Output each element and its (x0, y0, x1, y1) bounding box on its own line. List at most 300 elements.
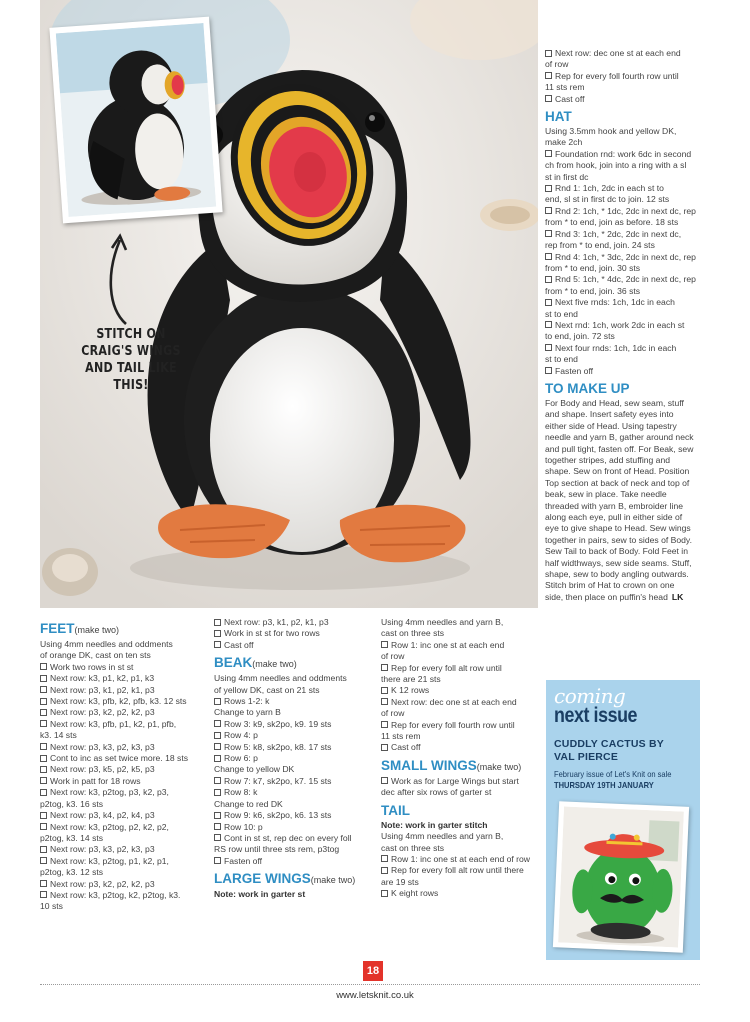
checklist-row (545, 343, 703, 354)
instruction-text: Next row: p3, k1, p2, k1, p3 (224, 617, 329, 627)
instruction-line (381, 877, 541, 888)
checklist-row (214, 742, 374, 753)
instructions-column-feet (40, 617, 206, 913)
instruction-line (545, 455, 703, 466)
instruction-line (381, 651, 541, 662)
checklist-row (381, 697, 541, 708)
checkbox-icon[interactable] (214, 834, 221, 841)
section-heading (381, 803, 541, 819)
instruction-text: Top section at back of neck and top of (545, 477, 690, 488)
instruction-line (40, 799, 206, 810)
section-heading (545, 381, 703, 397)
instruction-text: Using 4mm needles and oddments (40, 639, 173, 649)
instruction-line (545, 82, 703, 93)
instruction-text: Next four rnds: 1ch, 1dc in each (555, 342, 677, 353)
checklist-row (214, 640, 374, 651)
instruction-text: Row 3: k9, sk2po, k9. 19 sts (224, 718, 332, 729)
instruction-text: 11 sts rem (545, 82, 585, 93)
pattern-note: Note: work in garter stitch (381, 819, 488, 830)
checklist-row (40, 673, 206, 684)
instruction-line (545, 263, 703, 274)
instruction-line (545, 489, 703, 500)
checkbox-icon[interactable] (40, 755, 47, 762)
instruction-line (214, 685, 374, 696)
checkbox-icon[interactable] (214, 823, 221, 830)
instruction-text: ch from hook, join into a ring with a sl (545, 160, 687, 171)
checkbox-icon[interactable] (545, 95, 552, 102)
instruction-text: p2tog, k3. 12 sts (40, 867, 104, 878)
instruction-text: Next row: p3, k2, p2, k2, p3 (50, 707, 155, 718)
next-issue-pattern-name: CUDDLY CACTUS BY (554, 738, 664, 750)
instruction-text: Row 7: k7, sk2po, k7. 15 sts (224, 775, 332, 786)
checklist-row (545, 297, 703, 308)
checkbox-icon[interactable] (381, 890, 388, 897)
checkbox-icon[interactable] (545, 344, 552, 351)
instruction-text: Rep for every foll alt row until there (391, 865, 524, 876)
instruction-line (545, 409, 703, 420)
section-heading-qualifier: (make two) (252, 659, 297, 670)
instruction-text: eye to give shape to Head. Sew wings (545, 523, 691, 534)
instruction-line (545, 558, 703, 569)
checkbox-icon[interactable] (40, 663, 47, 670)
checklist-row (40, 696, 206, 707)
instruction-line (545, 580, 703, 591)
checklist-row (214, 628, 374, 639)
checkbox-icon[interactable] (40, 743, 47, 750)
instruction-line (545, 398, 703, 409)
checklist-row (545, 274, 703, 285)
instruction-text: together in pairs, sew to sides of Body. (545, 534, 692, 545)
instruction-text: threaded with yarn B, embroider line (545, 500, 684, 511)
checkbox-icon[interactable] (214, 743, 221, 750)
cactus-illustration (558, 806, 684, 947)
checkbox-icon[interactable] (40, 880, 47, 887)
checklist-row (214, 730, 374, 741)
instruction-text: side, then place on puffin's head (545, 591, 668, 602)
checklist-row (381, 776, 541, 787)
instruction-text: needle and yarn B, gather around neck (545, 432, 694, 443)
page-number: 18 (363, 961, 383, 981)
instruction-text: cast on three sts (381, 628, 445, 639)
instruction-text: Using 4mm needles and yarn B, (381, 617, 504, 627)
instruction-line (545, 354, 703, 365)
instruction-line (545, 501, 703, 512)
pattern-note: Note: work in garter st (214, 889, 306, 900)
section-heading-qualifier: (make two) (476, 761, 522, 772)
instruction-text: half widthways, sew side seams. Stuff, (545, 557, 692, 568)
checklist-row (381, 685, 541, 696)
checklist-row (40, 685, 206, 696)
stitch-note (81, 326, 181, 394)
checkbox-icon[interactable] (381, 664, 388, 671)
instruction-text: Work two rows in st st (50, 661, 134, 672)
instruction-text: and pull tight, fasten off. For Beak, sew (545, 443, 694, 454)
instruction-line (545, 160, 703, 171)
instruction-text: st in first dc (545, 171, 589, 182)
checkbox-icon[interactable] (545, 299, 552, 306)
instruction-line (214, 764, 374, 775)
instruction-text: make 2ch (545, 137, 583, 148)
instruction-text: Next row: k3, p1, k2, p1, k3 (50, 673, 155, 684)
checklist-row (381, 720, 541, 731)
instruction-line (545, 59, 703, 70)
instruction-line (214, 799, 374, 810)
instruction-text: Next row: k3, pfb, p1, k2, p1, pfb, (50, 718, 177, 729)
checkbox-icon[interactable] (381, 698, 388, 705)
instruction-text: 10 sts (40, 901, 63, 912)
checklist-row (545, 48, 703, 59)
next-issue-coming: coming (554, 684, 626, 708)
section-heading-text: TO MAKE UP (545, 380, 630, 396)
checklist-row (40, 879, 206, 890)
instruction-line (214, 707, 374, 718)
instruction-text: from * to end, join. 36 sts (545, 285, 641, 296)
instruction-text: st to end (545, 308, 578, 319)
checklist-row (545, 183, 703, 194)
instruction-text: RS row until three sts rem, p3tog (214, 844, 340, 855)
instruction-line (545, 432, 703, 443)
checkbox-icon[interactable] (40, 812, 47, 819)
checkbox-icon[interactable] (545, 253, 552, 260)
instruction-text: K 12 rows (391, 685, 430, 696)
instruction-text: Cont to inc as set twice more. 18 sts (50, 753, 189, 764)
checklist-row (214, 822, 374, 833)
instruction-text: Cont in st st, rep dec on every foll (224, 832, 352, 843)
instruction-text: Work in st st for two rows (224, 628, 320, 639)
next-issue-box (546, 680, 700, 960)
instruction-text: Work in patt for 18 rows (50, 775, 141, 786)
instruction-text: of row (381, 708, 405, 719)
instruction-text: Next row: k3, p2tog, p1, k2, p1, (50, 855, 169, 866)
checklist-row (40, 856, 206, 867)
inset-photo (49, 17, 222, 224)
checkbox-icon[interactable] (40, 720, 47, 727)
checkbox-icon[interactable] (40, 709, 47, 716)
checklist-row (545, 149, 703, 160)
instruction-text: Next row: p3, k3, p2, k3, p3 (50, 844, 155, 855)
checklist-row (545, 94, 703, 105)
instruction-text: Change to yellow DK (214, 764, 295, 775)
instruction-text: Rep for every foll alt row until (391, 662, 502, 673)
instruction-text: along each eye, pull in either side of (545, 512, 683, 523)
checkbox-icon[interactable] (545, 207, 552, 214)
instruction-text: Row 10: p (224, 821, 263, 832)
checkbox-icon[interactable] (545, 50, 552, 57)
instruction-line (40, 833, 206, 844)
section-heading-qualifier: (make two) (310, 875, 356, 886)
checkbox-icon[interactable] (214, 698, 221, 705)
instruction-text: Next row: k3, p2tog, p2, k2, p2, (50, 821, 169, 832)
puffin-side-view (56, 23, 216, 217)
stitch-note-line: CRAIG'S WINGS (81, 343, 181, 359)
instruction-text: are 19 sts (381, 876, 419, 887)
instruction-line (381, 787, 541, 798)
checklist-row (214, 856, 374, 867)
section-heading-text: BEAK (214, 655, 253, 671)
instruction-text: Next rnd: 1ch, work 2dc in each st (555, 319, 685, 330)
section-heading-text: FEET (40, 621, 75, 636)
checkbox-icon[interactable] (40, 686, 47, 693)
instruction-text: Rnd 5: 1ch, * 4dc, 2dc in next dc, rep (555, 274, 696, 285)
instruction-text: Change to red DK (214, 798, 283, 809)
designer-initials: LK (671, 591, 684, 602)
instruction-text: Row 1: inc one st at each end of row (391, 853, 531, 864)
instruction-text: Row 4: p (224, 730, 258, 741)
checkbox-icon[interactable] (214, 630, 221, 637)
instruction-line (545, 466, 703, 477)
instruction-line (545, 546, 703, 557)
instruction-text: Cast off (224, 639, 254, 650)
instruction-line (545, 126, 703, 137)
instruction-text: For Body and Head, sew seam, stuff (545, 397, 684, 408)
instruction-text: to end, join. 72 sts (545, 331, 615, 342)
checklist-row (40, 753, 206, 764)
instruction-line (40, 650, 206, 661)
instruction-text: Rep for every foll fourth row until (391, 719, 515, 730)
checklist-row (545, 320, 703, 331)
checkbox-icon[interactable] (545, 321, 552, 328)
instruction-text: beak, sew in place. Take needle (545, 489, 667, 500)
instruction-text: Row 8: k (224, 787, 258, 798)
instruction-line (40, 867, 206, 878)
puffin-photo (40, 0, 538, 608)
instruction-line (214, 844, 374, 855)
checkbox-icon[interactable] (214, 789, 221, 796)
instruction-text: together stripes, add stuffing and (545, 455, 671, 465)
instruction-text: Next row: p3, k1, p2, k1, p3 (50, 684, 155, 695)
instruction-text: Next row: k3, p2tog, k2, p2tog, k3. (50, 889, 181, 900)
instruction-text: dec after six rows of garter st (381, 787, 492, 798)
instruction-text: Next row: p3, k5, p2, k5, p3 (50, 764, 155, 775)
checkbox-icon[interactable] (214, 857, 221, 864)
instruction-text: Row 1: inc one st at each end (391, 639, 505, 650)
next-issue-designer: VAL PIERCE (554, 751, 619, 763)
checkbox-icon[interactable] (214, 777, 221, 784)
instruction-line (545, 478, 703, 489)
instruction-text: Row 6: p (224, 753, 258, 764)
instruction-text: Next row: p3, k2, p2, k2, p3 (50, 878, 155, 889)
checklist-row (381, 865, 541, 876)
checklist-row (545, 71, 703, 82)
instruction-text: Rnd 3: 1ch, * 2dc, 2dc in next dc, (555, 228, 682, 239)
checkbox-icon[interactable] (40, 846, 47, 853)
instruction-line (545, 569, 703, 580)
instruction-text: k3. 14 sts (40, 730, 77, 741)
instruction-line (381, 617, 541, 628)
stitch-note-line: THIS! (113, 377, 149, 393)
checkbox-icon[interactable] (214, 641, 221, 648)
instruction-text: end, sl st in first dc to join. 12 sts (545, 194, 670, 205)
checklist-row (381, 854, 541, 865)
checkbox-icon[interactable] (545, 276, 552, 283)
instruction-text: Fasten off (224, 855, 263, 866)
instruction-line (545, 444, 703, 455)
instruction-line (40, 901, 206, 912)
instruction-text: st to end (545, 354, 578, 365)
instruction-text: Rnd 1: 1ch, 2dc in each st to (555, 183, 664, 194)
checkbox-icon[interactable] (40, 777, 47, 784)
section-heading-qualifier: (make two) (74, 625, 120, 635)
instruction-line (381, 708, 541, 719)
instruction-text: K eight rows (391, 888, 439, 899)
instruction-text: Fasten off (555, 365, 594, 376)
checkbox-icon[interactable] (381, 777, 388, 784)
instruction-text: shape, sew to body angling outwards. (545, 569, 689, 580)
instruction-text: Using 4mm needles and oddments (214, 673, 347, 684)
checkbox-icon[interactable] (381, 687, 388, 694)
checklist-row (545, 229, 703, 240)
checklist-row (214, 833, 374, 844)
checklist-row (214, 753, 374, 764)
instruction-line (545, 331, 703, 342)
instruction-line (381, 674, 541, 685)
instruction-line (381, 628, 541, 639)
instruction-line (545, 217, 703, 228)
checkbox-icon[interactable] (40, 857, 47, 864)
instruction-line (545, 512, 703, 523)
instruction-text: Using 3.5mm hook and yellow DK, (545, 126, 677, 137)
instruction-line (545, 194, 703, 205)
checkbox-icon[interactable] (214, 732, 221, 739)
checkbox-icon[interactable] (545, 150, 552, 157)
checklist-row (545, 252, 703, 263)
checklist-row (40, 719, 206, 730)
instruction-text: Cast off (555, 93, 585, 104)
instruction-line (214, 673, 374, 684)
checkbox-icon[interactable] (40, 698, 47, 705)
instruction-line (381, 831, 541, 842)
checkbox-icon[interactable] (381, 641, 388, 648)
cactus-photo (553, 801, 689, 953)
instruction-text: Next row: k3, p2tog, p3, k2, p3, (50, 787, 169, 798)
checklist-row (40, 822, 206, 833)
instruction-text: Row 5: k8, sk2po, k8. 17 sts (224, 741, 332, 752)
checklist-row (40, 844, 206, 855)
checklist-row (214, 787, 374, 798)
checklist-row (214, 810, 374, 821)
instruction-text: p2tog, k3. 16 sts (40, 798, 104, 809)
instruction-text: cast on three sts (381, 842, 445, 853)
checklist-row (40, 764, 206, 775)
instruction-text: Next row: p3, k3, p2, k3, p3 (50, 741, 155, 752)
stitch-note-line: AND TAIL LIKE (85, 360, 177, 376)
checkbox-icon[interactable] (381, 855, 388, 862)
instruction-text: shape. Sew on front of Head. Position (545, 466, 690, 477)
checkbox-icon[interactable] (381, 867, 388, 874)
checklist-row (214, 719, 374, 730)
checkbox-icon[interactable] (381, 744, 388, 751)
instruction-line (545, 421, 703, 432)
instruction-text: Using 4mm needles and yarn B, (381, 831, 504, 842)
instruction-text: there are 21 sts (381, 674, 441, 685)
checkbox-icon[interactable] (40, 675, 47, 682)
checklist-row (214, 776, 374, 787)
checklist-row (545, 206, 703, 217)
website-url[interactable]: www.letsknit.co.uk (336, 990, 414, 1001)
checkbox-icon[interactable] (214, 720, 221, 727)
instruction-line (545, 535, 703, 546)
checklist-row (40, 742, 206, 753)
checkbox-icon[interactable] (214, 619, 221, 626)
instruction-text: of row (381, 651, 405, 662)
checklist-row (40, 662, 206, 673)
instruction-text: Next row: dec one st at each end (391, 696, 517, 707)
checklist-row (545, 366, 703, 377)
section-heading (40, 621, 206, 638)
checklist-row (40, 776, 206, 787)
instruction-line (545, 240, 703, 251)
footer-dotted-rule (40, 984, 700, 985)
section-heading-text: LARGE WINGS (214, 871, 311, 887)
instruction-line (545, 309, 703, 320)
checklist-row (40, 810, 206, 821)
instruction-text: Next five rnds: 1ch, 1dc in each (555, 297, 675, 308)
checklist-row (381, 888, 541, 899)
instruction-text: of row (545, 59, 569, 70)
next-issue-title: next issue (554, 704, 638, 727)
checklist-row (40, 787, 206, 798)
instruction-line (545, 592, 703, 603)
instruction-text: Rep for every foll fourth row until (555, 70, 679, 81)
section-heading (545, 109, 703, 125)
section-heading (381, 758, 541, 775)
instruction-line (545, 523, 703, 534)
instruction-line (545, 137, 703, 148)
checkbox-icon[interactable] (40, 766, 47, 773)
instruction-text: of orange DK, cast on ten sts (40, 650, 151, 661)
instruction-line (381, 731, 541, 742)
checklist-row (214, 617, 374, 628)
section-heading-text: HAT (545, 109, 572, 125)
checklist-row (40, 890, 206, 901)
instruction-line (381, 843, 541, 854)
instruction-text: Sew Tail to back of Body. Fold Feet in (545, 546, 688, 557)
instruction-line (40, 639, 206, 650)
checkbox-icon[interactable] (545, 230, 552, 237)
instruction-text: Next row: dec one st at each end (555, 48, 681, 58)
instructions-right-column (545, 48, 703, 603)
instruction-text: rep from * to end, join. 24 sts (545, 240, 655, 251)
checkbox-icon[interactable] (545, 72, 552, 79)
instruction-text: p2tog, k3. 14 sts (40, 832, 104, 843)
checkbox-icon[interactable] (214, 812, 221, 819)
instruction-text: Work as for Large Wings but start (391, 775, 519, 786)
instruction-line (545, 286, 703, 297)
checkbox-icon[interactable] (214, 755, 221, 762)
instructions-column-beak (214, 617, 374, 901)
checkbox-icon[interactable] (40, 891, 47, 898)
checklist-row (381, 640, 541, 651)
checkbox-icon[interactable] (545, 185, 552, 192)
instruction-text: either side of Head. Using tapestry (545, 420, 677, 431)
instruction-text: Next row: k3, pfb, k2, pfb, k3. 12 sts (50, 696, 187, 707)
curved-arrow-icon (98, 228, 138, 328)
checkbox-icon[interactable] (381, 721, 388, 728)
instructions-column-wings-tail (381, 617, 541, 900)
next-issue-sale-info: February issue of Let's Knit on sale (554, 769, 672, 779)
checkbox-icon[interactable] (545, 367, 552, 374)
instruction-line (40, 730, 206, 741)
section-heading (214, 871, 374, 888)
checkbox-icon[interactable] (40, 789, 47, 796)
instruction-line (545, 172, 703, 183)
checkbox-icon[interactable] (40, 823, 47, 830)
instruction-text: 11 sts rem (381, 731, 421, 742)
instruction-text: Row 9: k6, sk2po, k6. 13 sts (224, 810, 332, 821)
instruction-text: Change to yarn B (214, 707, 281, 718)
instruction-text: Next row: p3, k4, p2, k4, p3 (50, 810, 155, 821)
instruction-text: Rnd 4: 1ch, * 3dc, 2dc in next dc, rep (555, 251, 696, 262)
